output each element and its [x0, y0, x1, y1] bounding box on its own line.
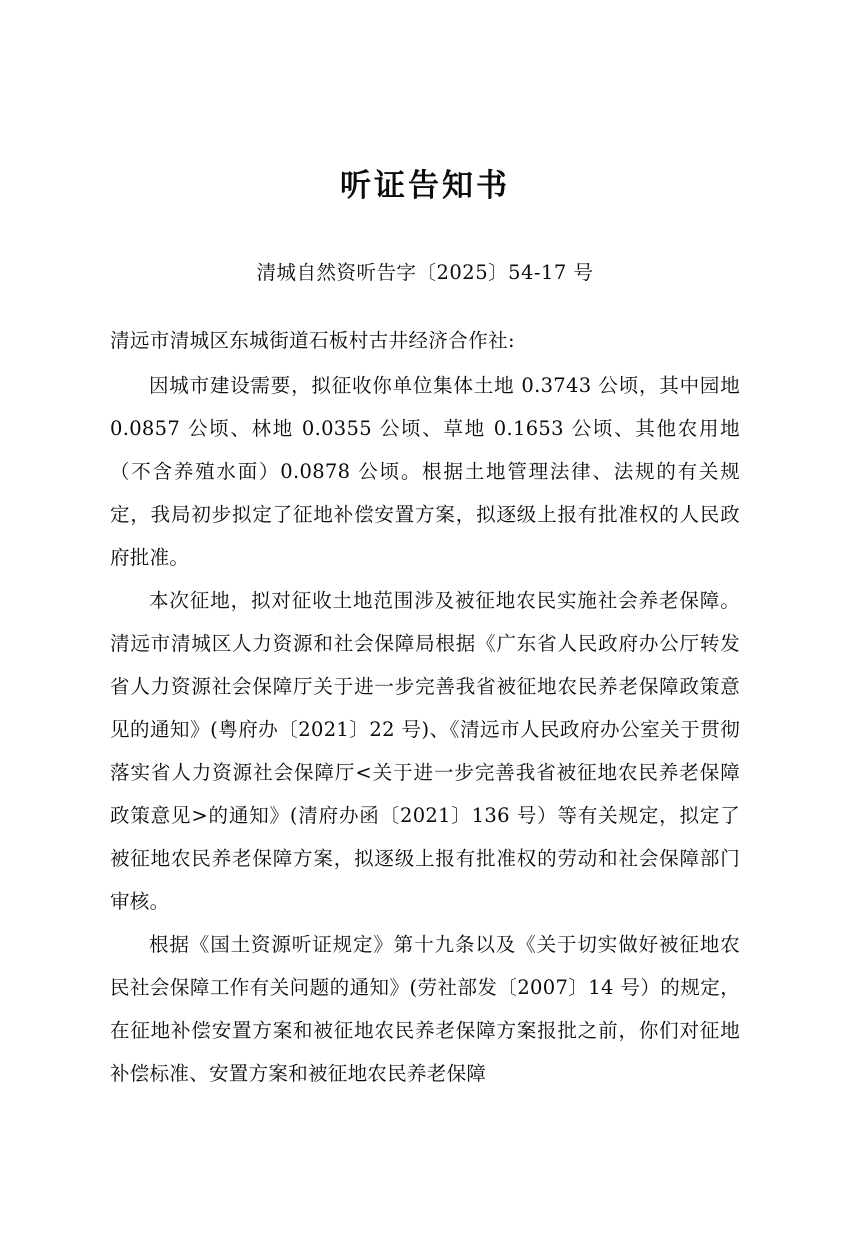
addressee-line: 清远市清城区东城街道石板村古井经济合作社: [110, 329, 515, 352]
paragraph-3: 根据《国土资源听证规定》第十九条以及《关于切实做好被征地农民社会保障工作有关问题的通知》(劳社部发〔2007〕14 号）的规定，在征地补偿安置方案和被征地农民养老保障方案报批之前，你们对征地补偿标准、安置方案和被征地农民养老保障 [110, 933, 740, 1085]
paragraph-2: 本次征地，拟对征收土地范围涉及被征地农民实施社会养老保障。清远市清城区人力资源和社会保障局根据《广东省人民政府办公厅转发省人力资源社会保障厅关于进一步完善我省被征地农民养老保障政策意见的通知》(粤府办〔2021〕22 号)、《清远市人民政府办公室关于贯彻落实省人力资源社会保障厅<关于进一步完善我省被征地农民养老保障政策意见>的通知》(清府办函〔2021〕136 号）等有关规定，拟定了被征地农民养老保障方案，拟逐级上报有批准权的劳动和社会保障部门审核。 [110, 589, 740, 913]
page-title: 听证告知书 [340, 168, 510, 204]
document-number: 清城自然资听告字〔2025〕54-17 号 [256, 261, 594, 284]
paragraph-1: 因城市建设需要，拟征收你单位集体土地 0.3743 公顷，其中园地 0.0857 公顷、林地 0.0355 公顷、草地 0.1653 公顷、其他农用地（不含养殖水面）0.0878 公顷。根据土地管理法律、法规的有关规定，我局初步拟定了征地补偿安置方案，拟逐级上报有批准权的人民政府批准。 [110, 374, 740, 569]
